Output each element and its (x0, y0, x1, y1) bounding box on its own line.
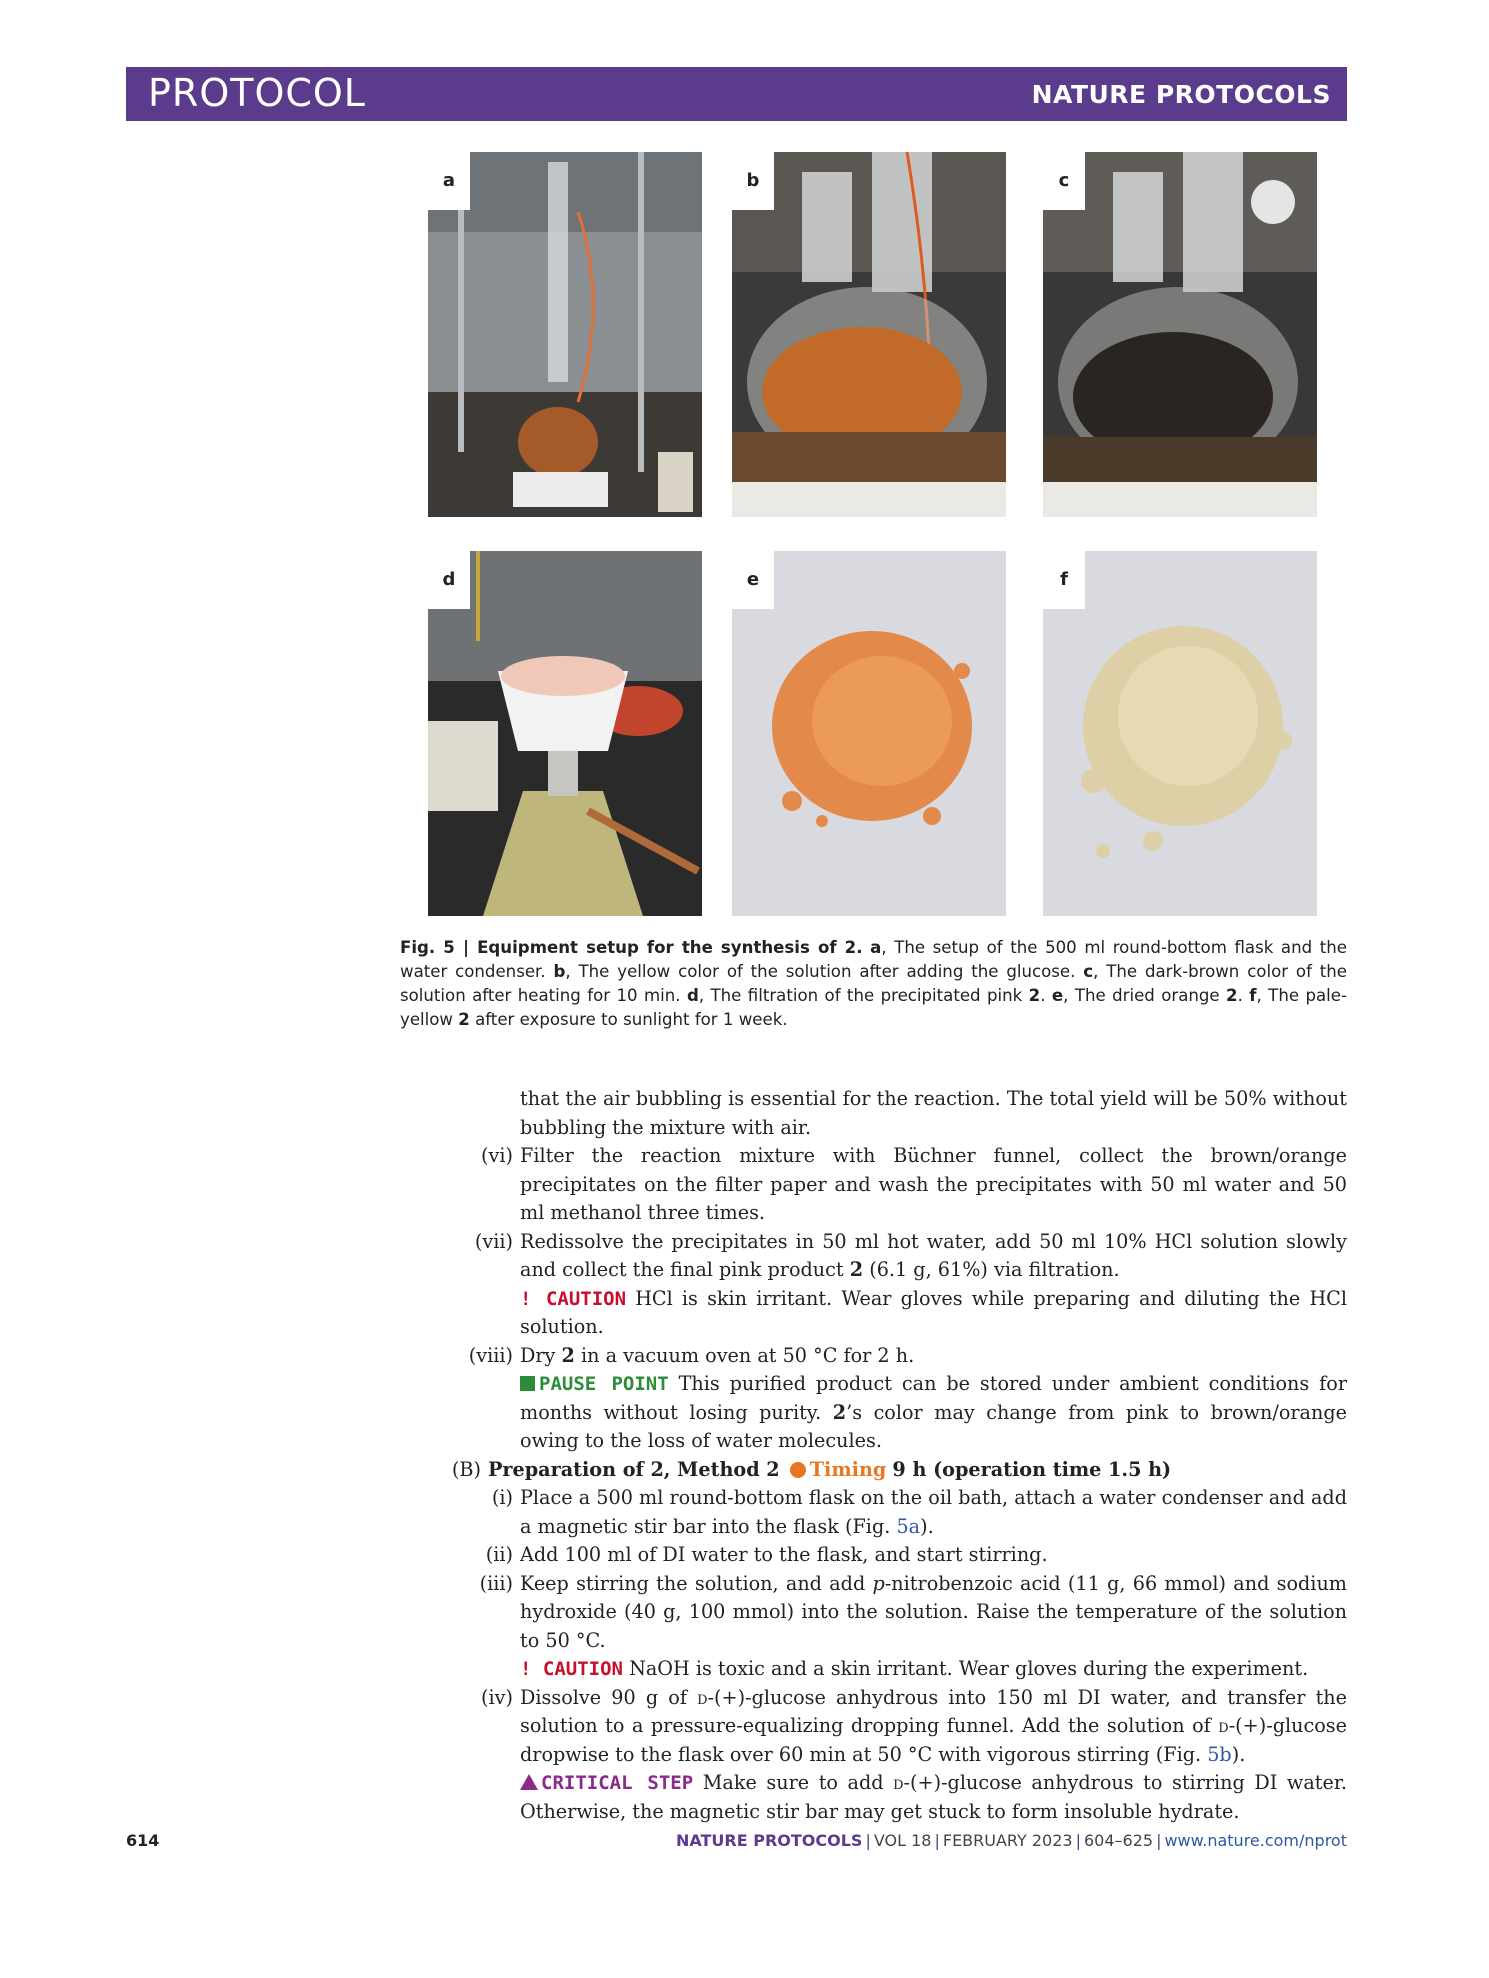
caption-f-text2: after exposure to sunlight for 1 week. (475, 1010, 788, 1029)
caption-b-label: b (553, 962, 566, 981)
figure-panel-a (428, 152, 702, 517)
timing-value: 9 h (operation time 1.5 h) (892, 1457, 1172, 1481)
caution-note (420, 1285, 1347, 1342)
step-text: ). (920, 1514, 934, 1538)
figure-panel-f (1043, 551, 1317, 916)
caption-e-text: , The dried orange (1063, 986, 1220, 1005)
timing-label: Timing (809, 1457, 887, 1481)
italic-prefix: p (872, 1571, 885, 1595)
panel-label: f (1043, 551, 1085, 609)
b-step-iii (420, 1570, 1347, 1656)
caption-c-text: , The dark-brown color of the solution after heating for 10 min. (400, 962, 1348, 1005)
b-step-i (420, 1484, 1347, 1541)
step-number: (vi) (481, 1144, 513, 1167)
panel-label: a (428, 152, 470, 210)
caption-a-label: a (870, 938, 882, 957)
caution-label: ! CAUTION (520, 1658, 623, 1680)
caption-c-label: c (1083, 962, 1094, 981)
panel-label: e (732, 551, 774, 609)
footer-volume: VOL 18 (873, 1831, 932, 1850)
caption-b-text: , The yellow color of the solution after adding the glucose. (565, 962, 1076, 981)
caption-d-text: , The filtration of the precipitated pink (698, 986, 1023, 1005)
b-step-ii (420, 1541, 1347, 1570)
pause-square-icon (520, 1376, 535, 1391)
section-title: PROTOCOL (148, 71, 366, 115)
step-text: Redissolve the precipitates in 50 ml hot water, add 50 ml 10% HCl solution slowly and collect the final pink product (520, 1229, 1347, 1281)
figure-ref-link[interactable]: 5a (896, 1514, 921, 1538)
critical-text: -(+)-glucose anhydrous to stirring DI water. Otherwise, the magnetic stir bar may get stuck to form insoluble hydrate. (520, 1771, 1348, 1823)
critical-text: Make sure to add (702, 1771, 884, 1794)
figure-panel-e (732, 551, 1006, 916)
step-number: (vii) (474, 1229, 513, 1253)
step-text: (6.1 g, 61%) via filtration. (869, 1258, 1120, 1281)
step-number: (i) (491, 1486, 513, 1509)
caution-note (420, 1655, 1347, 1684)
compound-number: 2 (832, 1400, 847, 1424)
caution-label: ! CAUTION (520, 1287, 627, 1310)
pause-label: PAUSE POINT (539, 1373, 669, 1395)
step-number: (iii) (479, 1571, 513, 1595)
step-vi (420, 1142, 1347, 1228)
step-text: in a vacuum oven at 50 °C for 2 h. (580, 1343, 915, 1367)
compound-number: 2 (561, 1343, 575, 1367)
small-caps-d: d (893, 1771, 904, 1794)
caption-compound: 2 (1226, 986, 1238, 1005)
critical-step-note (420, 1769, 1347, 1826)
protocol-body (420, 1085, 1347, 1826)
step-number: (iv) (481, 1685, 513, 1709)
section-number: (B) (451, 1457, 481, 1481)
journal-title: NATURE PROTOCOLS (1031, 80, 1331, 109)
caution-text: NaOH is toxic and a skin irritant. Wear gloves during the experiment. (629, 1657, 1309, 1680)
footer-journal: NATURE PROTOCOLS (675, 1831, 863, 1850)
b-step-iv (420, 1684, 1347, 1770)
continuation-text: that the air bubbling is essential for the reaction. The total yield will be 50% without bubbling the mixture with air. (520, 1087, 1347, 1139)
step-text: -(+)-glucose dropwise to the flask over 60 min at 50 °C with vigorous stirring (Fig. (520, 1714, 1347, 1766)
figure-panel-d (428, 551, 702, 916)
figure-caption: Fig. 5 | Equipment setup for the synthesis of 2. a, The setup of the 500 ml round-bottom flask and the water condenser. b, The yellow color of the solution after adding the glucose. c, The dark-brown color of the solution after heating for 10 min. d, The filtration of the precipitated pink 2. e, The dried orange 2. f, The pale-yellow 2 after exposure to sunlight for 1 week. (400, 938, 1348, 1029)
step-text: -nitrobenzoic acid (11 g, 66 mmol) and sodium hydroxide (40 g, 100 mmol) into the solution. Raise the temperature of the solution to 50 °C. (520, 1571, 1347, 1652)
pause-text: This purified product can be stored under ambient conditions for months without losing purity. (520, 1372, 1347, 1424)
page-number: 614 (126, 1831, 160, 1850)
caption-compound: 2 (1028, 986, 1041, 1005)
step-text: Place a 500 ml round-bottom flask on the oil bath, attach a water condenser and add a magnetic stir bar into the flask (Fig. (520, 1486, 1347, 1538)
caption-compound: 2 (458, 1010, 470, 1029)
critical-triangle-icon (520, 1774, 538, 1790)
step-number: (viii) (468, 1343, 513, 1367)
compound-number: 2 (849, 1258, 864, 1281)
figure-ref-link[interactable]: 5b (1207, 1742, 1232, 1766)
step-number: (ii) (485, 1543, 513, 1566)
step-vii (420, 1228, 1347, 1285)
small-caps-d: d (1218, 1714, 1229, 1737)
panel-label: b (732, 152, 774, 210)
step-text: Keep stirring the solution, and add (520, 1571, 866, 1595)
step-text: -(+)-glucose anhydrous into 150 ml DI water, and transfer the solution to a pressure-equalizing dropping funnel. Add the solution of (520, 1685, 1347, 1737)
footer-url-link[interactable]: www.nature.com/nprot (1164, 1831, 1347, 1850)
caption-f-text: , The pale-yellow (400, 986, 1347, 1029)
step-text: Dry (520, 1343, 556, 1367)
caption-label: Fig. 5 | Equipment setup for the synthesis of 2. (400, 938, 863, 957)
caption-e-label: e (1051, 986, 1064, 1005)
pause-point-note (420, 1370, 1347, 1456)
pause-text: ’s color may change from pink to brown/orange owing to the loss of water molecules. (520, 1400, 1347, 1452)
section-b-heading (420, 1456, 1347, 1485)
footer-date: FEBRUARY 2023 (942, 1831, 1073, 1850)
caption-d-label: d (686, 986, 699, 1005)
step-text: Add 100 ml of DI water to the flask, and start stirring. (520, 1543, 1048, 1566)
figure-panel-c (1043, 152, 1317, 517)
step-viii (420, 1342, 1347, 1371)
small-caps-d: d (697, 1685, 708, 1709)
caption-f-label: f (1249, 986, 1257, 1005)
step-text: Filter the reaction mixture with Büchner funnel, collect the brown/orange precipitates on the filter paper and wash the precipitates with 50 ml water and 50 ml methanol three times. (520, 1144, 1347, 1224)
header-bar (126, 67, 1347, 121)
step-text: Dissolve 90 g of (520, 1685, 687, 1709)
caution-text: HCl is skin irritant. Wear gloves while preparing and diluting the HCl solution. (520, 1286, 1347, 1338)
timing-dot-icon (790, 1462, 806, 1478)
footer-pages: 604–625 (1083, 1831, 1154, 1850)
footer-citation: NATURE PROTOCOLS | VOL 18 | FEBRUARY 2023 | 604–625 | www.nature.com/nprot (675, 1831, 1347, 1850)
critical-label: CRITICAL STEP (541, 1772, 694, 1794)
panel-label: d (428, 551, 470, 609)
step-text: ). (1231, 1742, 1246, 1766)
section-title: Preparation of 2, Method 2 (488, 1457, 780, 1481)
figure-panel-b (732, 152, 1006, 517)
panel-label: c (1043, 152, 1085, 210)
caption-a-text: , The setup of the 500 ml round-bottom flask and the water condenser. (400, 938, 1347, 981)
